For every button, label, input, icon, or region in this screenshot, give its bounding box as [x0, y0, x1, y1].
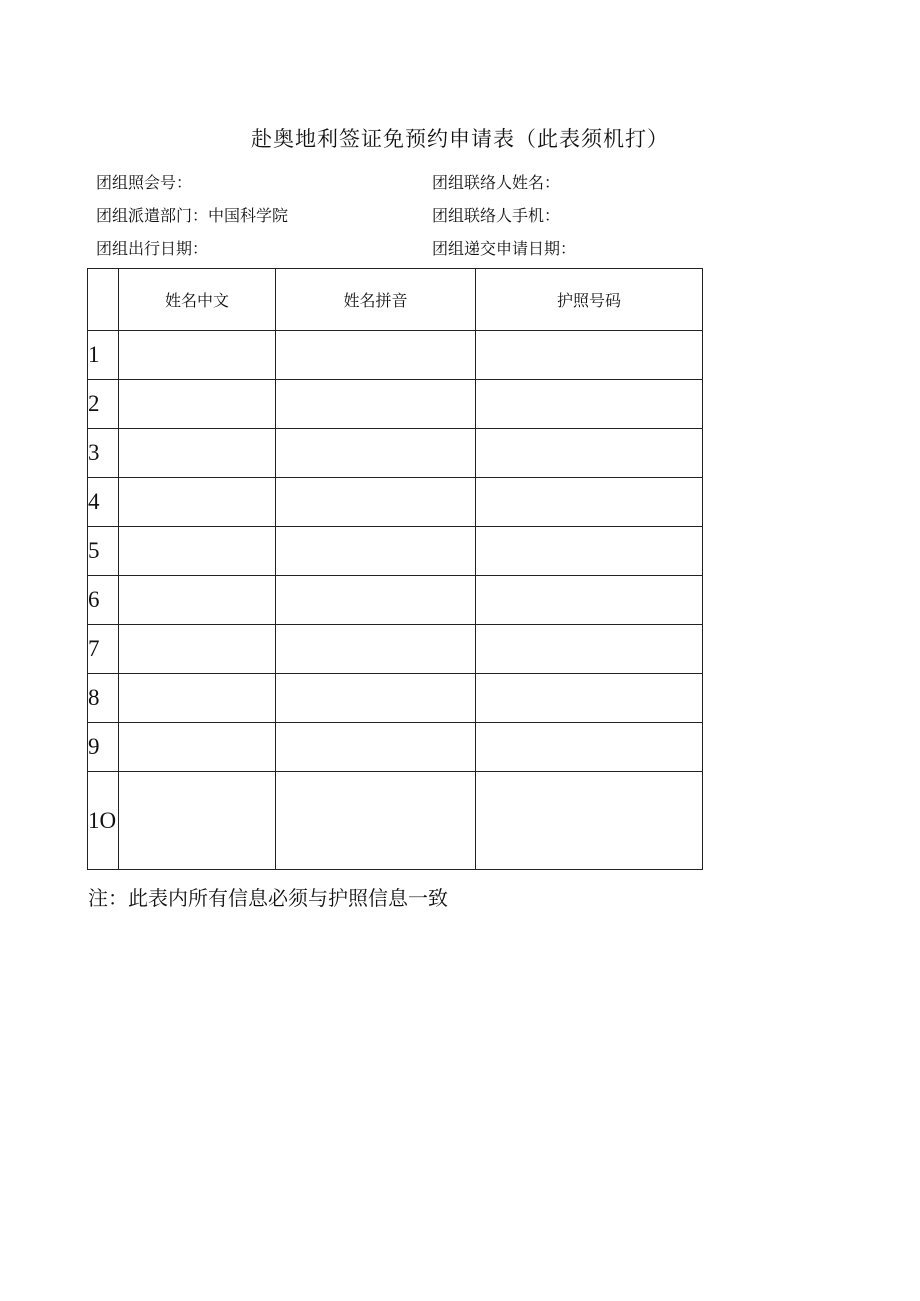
row-number: 9 — [88, 723, 119, 772]
header-name-pinyin: 姓名拼音 — [276, 269, 476, 331]
name-pinyin-cell[interactable] — [276, 380, 476, 429]
table-row — [88, 380, 703, 429]
name-pinyin-cell[interactable] — [276, 625, 476, 674]
applicant-table — [87, 268, 703, 870]
name-cn-cell[interactable] — [119, 625, 276, 674]
passport-no-label: 团组照会号： — [96, 173, 193, 192]
passport-cell[interactable] — [476, 429, 703, 478]
row-number: 7 — [88, 625, 119, 674]
name-cn-cell[interactable] — [119, 674, 276, 723]
row-number: 5 — [88, 527, 119, 576]
name-pinyin-cell[interactable] — [276, 772, 476, 870]
name-cn-cell[interactable] — [119, 527, 276, 576]
name-pinyin-cell[interactable] — [276, 723, 476, 772]
header-name-cn: 姓名中文 — [119, 269, 276, 331]
table-row — [88, 429, 703, 478]
contact-name-label: 团组联络人姓名： — [432, 173, 561, 192]
row-number: 3 — [88, 429, 119, 478]
name-cn-cell[interactable] — [119, 723, 276, 772]
name-cn-cell[interactable] — [119, 380, 276, 429]
name-pinyin-cell[interactable] — [276, 527, 476, 576]
table-row — [88, 723, 703, 772]
row-number: 1 — [88, 331, 119, 380]
passport-cell[interactable] — [476, 674, 703, 723]
name-cn-cell[interactable] — [119, 429, 276, 478]
passport-cell[interactable] — [476, 380, 703, 429]
table-row — [88, 772, 703, 870]
name-cn-cell[interactable] — [119, 576, 276, 625]
dispatch-dept: 团组派遣部门：中国科学院 — [96, 206, 289, 225]
departure-date-label: 团组出行日期： — [96, 239, 209, 258]
name-pinyin-cell[interactable] — [276, 576, 476, 625]
table-header-row — [88, 269, 703, 331]
table-row — [88, 527, 703, 576]
table-row — [88, 478, 703, 527]
passport-cell[interactable] — [476, 478, 703, 527]
passport-cell[interactable] — [476, 527, 703, 576]
header-passport: 护照号码 — [476, 269, 703, 331]
submit-date-label: 团组递交申请日期： — [432, 239, 577, 258]
row-number: 8 — [88, 674, 119, 723]
row-number: 2 — [88, 380, 119, 429]
passport-cell[interactable] — [476, 772, 703, 870]
name-pinyin-cell[interactable] — [276, 331, 476, 380]
page-title: 赴奥地利签证免预约申请表（此表须机打） — [251, 127, 669, 151]
row-number: 4 — [88, 478, 119, 527]
footnote: 注：此表内所有信息必须与护照信息一致 — [88, 886, 448, 910]
table-row — [88, 576, 703, 625]
name-cn-cell[interactable] — [119, 478, 276, 527]
header-index — [88, 269, 119, 331]
name-cn-cell[interactable] — [119, 772, 276, 870]
name-pinyin-cell[interactable] — [276, 674, 476, 723]
name-pinyin-cell[interactable] — [276, 429, 476, 478]
table-row — [88, 331, 703, 380]
row-number: 6 — [88, 576, 119, 625]
row-number: 1O — [88, 772, 119, 870]
passport-cell[interactable] — [476, 576, 703, 625]
contact-mobile-label: 团组联络人手机： — [432, 206, 561, 225]
passport-cell[interactable] — [476, 625, 703, 674]
table-row — [88, 674, 703, 723]
passport-cell[interactable] — [476, 331, 703, 380]
name-cn-cell[interactable] — [119, 331, 276, 380]
table-row — [88, 625, 703, 674]
name-pinyin-cell[interactable] — [276, 478, 476, 527]
passport-cell[interactable] — [476, 723, 703, 772]
